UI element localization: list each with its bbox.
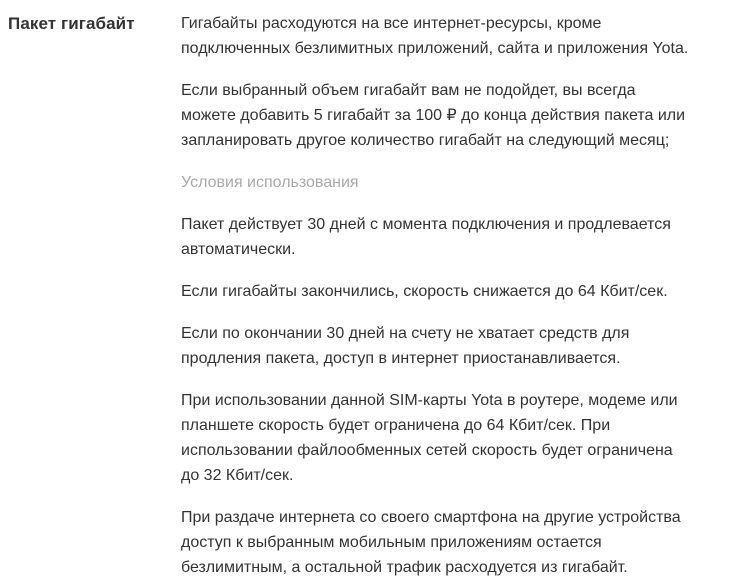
section-content-column <box>181 11 693 583</box>
section-label-column <box>8 11 181 36</box>
intro-paragraph: Если выбранный объем гигабайт вам не подойдет, вы всегда можете добавить 5 гигабайт за 100 ₽ до конца действия пакета или запланировать другое количество гигабайт на следующий месяц; <box>181 82 686 149</box>
terms-paragraph: Если по окончании 30 дней на счету не хватает средств для продления пакета, доступ в интернет приостанавливается. <box>181 325 630 367</box>
terms-paragraph: При использовании данной SIM-карты Yota в роутере, модеме или планшете скорость будет ограничена до 64 Кбит/сек. При использовании файлообменных сетей скорость будет ограничена до 32 Кбит/сек. <box>181 392 678 484</box>
terms-of-use-subheading: Условия использования <box>181 174 359 191</box>
terms-paragraph: Пакет действует 30 дней с момента подключения и продлевается автоматически. <box>181 216 671 258</box>
intro-paragraph: Гигабайты расходуются на все интернет-ресурсы, кроме подключенных безлимитных приложений, сайта и приложения Yota. <box>181 15 689 57</box>
terms-paragraph: При раздаче интернета со своего смартфона на другие устройства доступ к выбранным мобильным приложениям остается безлимитным, а остальной трафик расходуется из гигабайт. <box>181 509 681 576</box>
terms-paragraph: Если гигабайты закончились, скорость снижается до 64 Кбит/сек. <box>181 283 668 300</box>
section-title: Пакет гигабайт <box>8 14 135 33</box>
